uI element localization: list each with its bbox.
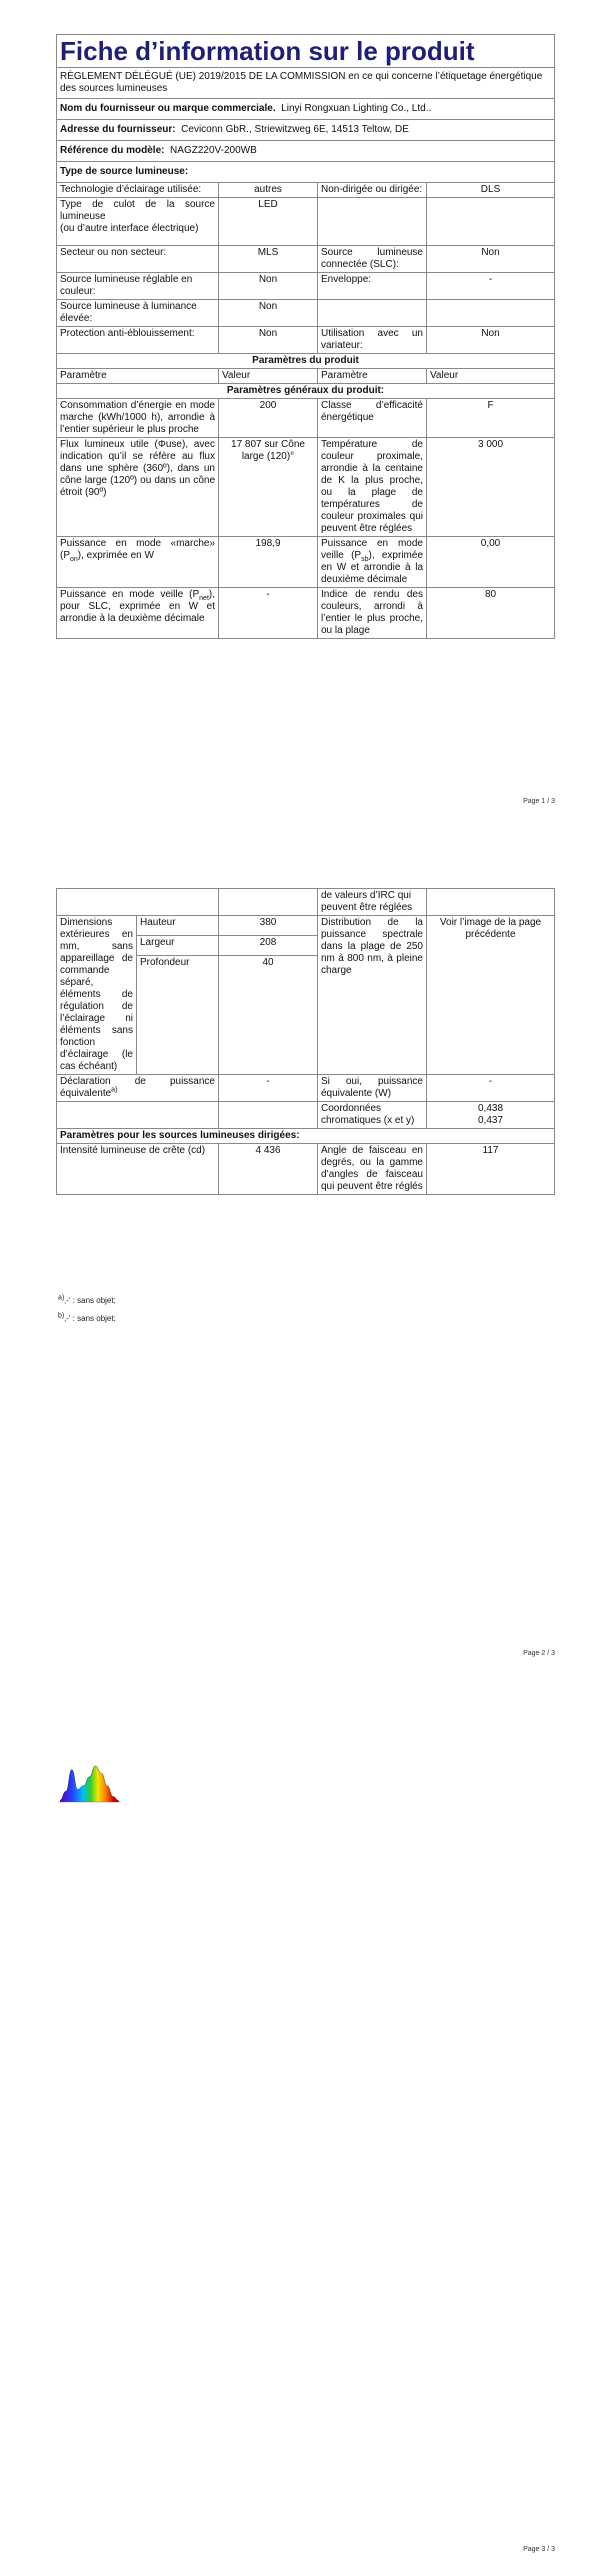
coord-x: 0,438 (477, 1103, 504, 1114)
supplier-value: Linyi Rongxuan Lighting Co., Ltd.. (281, 103, 432, 114)
width-label: Largeur (137, 935, 219, 955)
cap-label: Type de culot de la source lumineuse (ou d’autre interface électrique) (57, 198, 219, 246)
envelope-label: Enveloppe: (318, 273, 427, 300)
standby-label: Puissance en mode veille $(P_{sb})$, exprimée en W et arrondie à la deuxième décimale (318, 537, 427, 588)
page-title: Fiche d’information sur le produit (57, 35, 555, 68)
col-param-2: Paramètre (318, 369, 427, 384)
beam-label: Angle de faisceau en degrés, ou la gamme d’angles de faisceau qui peuvent être réglés (318, 1144, 427, 1195)
supplier-label: Nom du fournisseur ou marque commerciale. (60, 103, 276, 114)
cri-value: 80 (427, 588, 555, 639)
tech-label: Technologie d’éclairage utilisée: (57, 183, 219, 198)
slc-label: Source lumineuse connectée (SLC): (318, 246, 427, 273)
highlum-value: Non (219, 300, 318, 327)
if-yes-value: - (427, 1075, 555, 1102)
colour-label: Source lumineuse réglable en couleur: (57, 273, 219, 300)
page-number-2: Page 2 / 3 (523, 1650, 555, 1657)
standby-value: 0,00 (427, 537, 555, 588)
cri-label-part2: de valeurs d’IRC qui peuvent être réglées (318, 889, 427, 916)
class-value: F (427, 399, 555, 438)
col-value-2: Valeur (427, 369, 555, 384)
class-label: Classe d’efficacité énergétique (318, 399, 427, 438)
slc-value: Non (427, 246, 555, 273)
onmode-value: 198,9 (219, 537, 318, 588)
page-number-1: Page 1 / 3 (523, 798, 555, 805)
netstandby-label: Puissance en mode veille $(P_{net})$, pour SLC, exprimée en W et arrondie à la deuxième décimale (57, 588, 219, 639)
beam-value: 117 (427, 1144, 555, 1195)
dimensions-label: Dimensions extérieures en mm, sans appareillage de commande séparé, éléments de régulation de l’éclairage ni éléments sans fonction d’éclairage (le cas échéant) (57, 916, 137, 1075)
onmode-label: Puissance en mode «marche» $(P_{on})$, exprimée en W (57, 537, 219, 588)
footnote-b: $^{b)}$‚-‘ : sans objet; (58, 1312, 116, 1323)
width-value: 208 (219, 935, 318, 955)
coords-label: Coordonnées chromatiques (x et y) (318, 1102, 427, 1129)
col-value-1: Valeur (219, 369, 318, 384)
address-label: Adresse du fournisseur: (60, 124, 176, 135)
model-value: NAGZ220V-200WB (170, 145, 257, 156)
height-value: 380 (219, 916, 318, 936)
cap-value: LED (219, 198, 318, 246)
nondir-label: Non-dirigée ou dirigée: (318, 183, 427, 198)
spectral-power-distribution-chart (56, 1760, 123, 1806)
colour-value: Non (219, 273, 318, 300)
height-label: Hauteur (137, 916, 219, 936)
depth-value: 40 (219, 955, 318, 974)
source-type-header: Type de source lumineuse: (57, 162, 555, 183)
netstandby-value: - (219, 588, 318, 639)
peak-value: 4 436 (219, 1144, 318, 1195)
energy-label: Consommation d’énergie en mode marche (kWh/1000 h), arrondie à l’entier supérieur le plus proche (57, 399, 219, 438)
col-param-1: Paramètre (57, 369, 219, 384)
cri-label-part1: Indice de rendu des couleurs, arrondi à l’entier le plus proche, ou la plage (318, 588, 427, 639)
cct-value: 3 000 (427, 438, 555, 537)
model-label: Référence du modèle: (60, 145, 165, 156)
glare-label: Protection anti-éblouissement: (57, 327, 219, 354)
general-params-header: Paramètres généraux du produit: (57, 384, 555, 399)
energy-value: 200 (219, 399, 318, 438)
mains-value: MLS (219, 246, 318, 273)
mains-label: Secteur ou non secteur: (57, 246, 219, 273)
footnote-a: $^{a)}$‚-‘ : sans objet; (58, 1294, 116, 1305)
flux-label: Flux lumineux utile (Φuse), avec indication qu’il se réfère au flux dans une sphère (360º), dans un cône large (120º) ou dans un cône étroit (90º) (57, 438, 219, 537)
cct-label: Température de couleur proximale, arrondie à la centaine de K la plus proche, ou la plage de températures de couleur proximales qui peuvent être réglées (318, 438, 427, 537)
glare-value: Non (219, 327, 318, 354)
directional-header: Paramètres pour les sources lumineuses dirigées: (57, 1129, 555, 1144)
peak-label: Intensité lumineuse de crête (cd) (57, 1144, 219, 1195)
page-number-3: Page 3 / 3 (523, 2546, 555, 2553)
dimmer-value: Non (427, 327, 555, 354)
address-value: Ceviconn GbR., Striewitzweg 6E, 14513 Teltow, DE (181, 124, 409, 135)
equiv-label: Déclaration de puissance équivalente$^{a)}$ (57, 1075, 219, 1102)
regulation-text: RÈGLEMENT DÉLÉGUÉ (UE) 2019/2015 DE LA COMMISSION en ce qui concerne l’étiquetage énergétique des sources lumineuses (57, 68, 555, 99)
flux-value: 17 807 sur Cône large (120)° (219, 438, 318, 537)
tech-value: autres (219, 183, 318, 198)
equiv-value: - (219, 1075, 318, 1102)
dimmer-label: Utilisation avec un variateur: (318, 327, 427, 354)
spd-label: Distribution de la puissance spectrale dans la plage de 250 nm à 800 nm, à pleine charge (318, 916, 427, 1075)
highlum-label: Source lumineuse à luminance élevée: (57, 300, 219, 327)
spd-value: Voir l’image de la page précédente (427, 916, 555, 1075)
product-params-header: Paramètres du produit (57, 354, 555, 369)
coord-y: 0,437 (477, 1115, 504, 1126)
envelope-value: - (427, 273, 555, 300)
nondir-value: DLS (427, 183, 555, 198)
depth-label: Profondeur (137, 955, 219, 974)
spd-area (60, 1766, 119, 1802)
if-yes-label: Si oui, puissance équivalente (W) (318, 1075, 427, 1102)
